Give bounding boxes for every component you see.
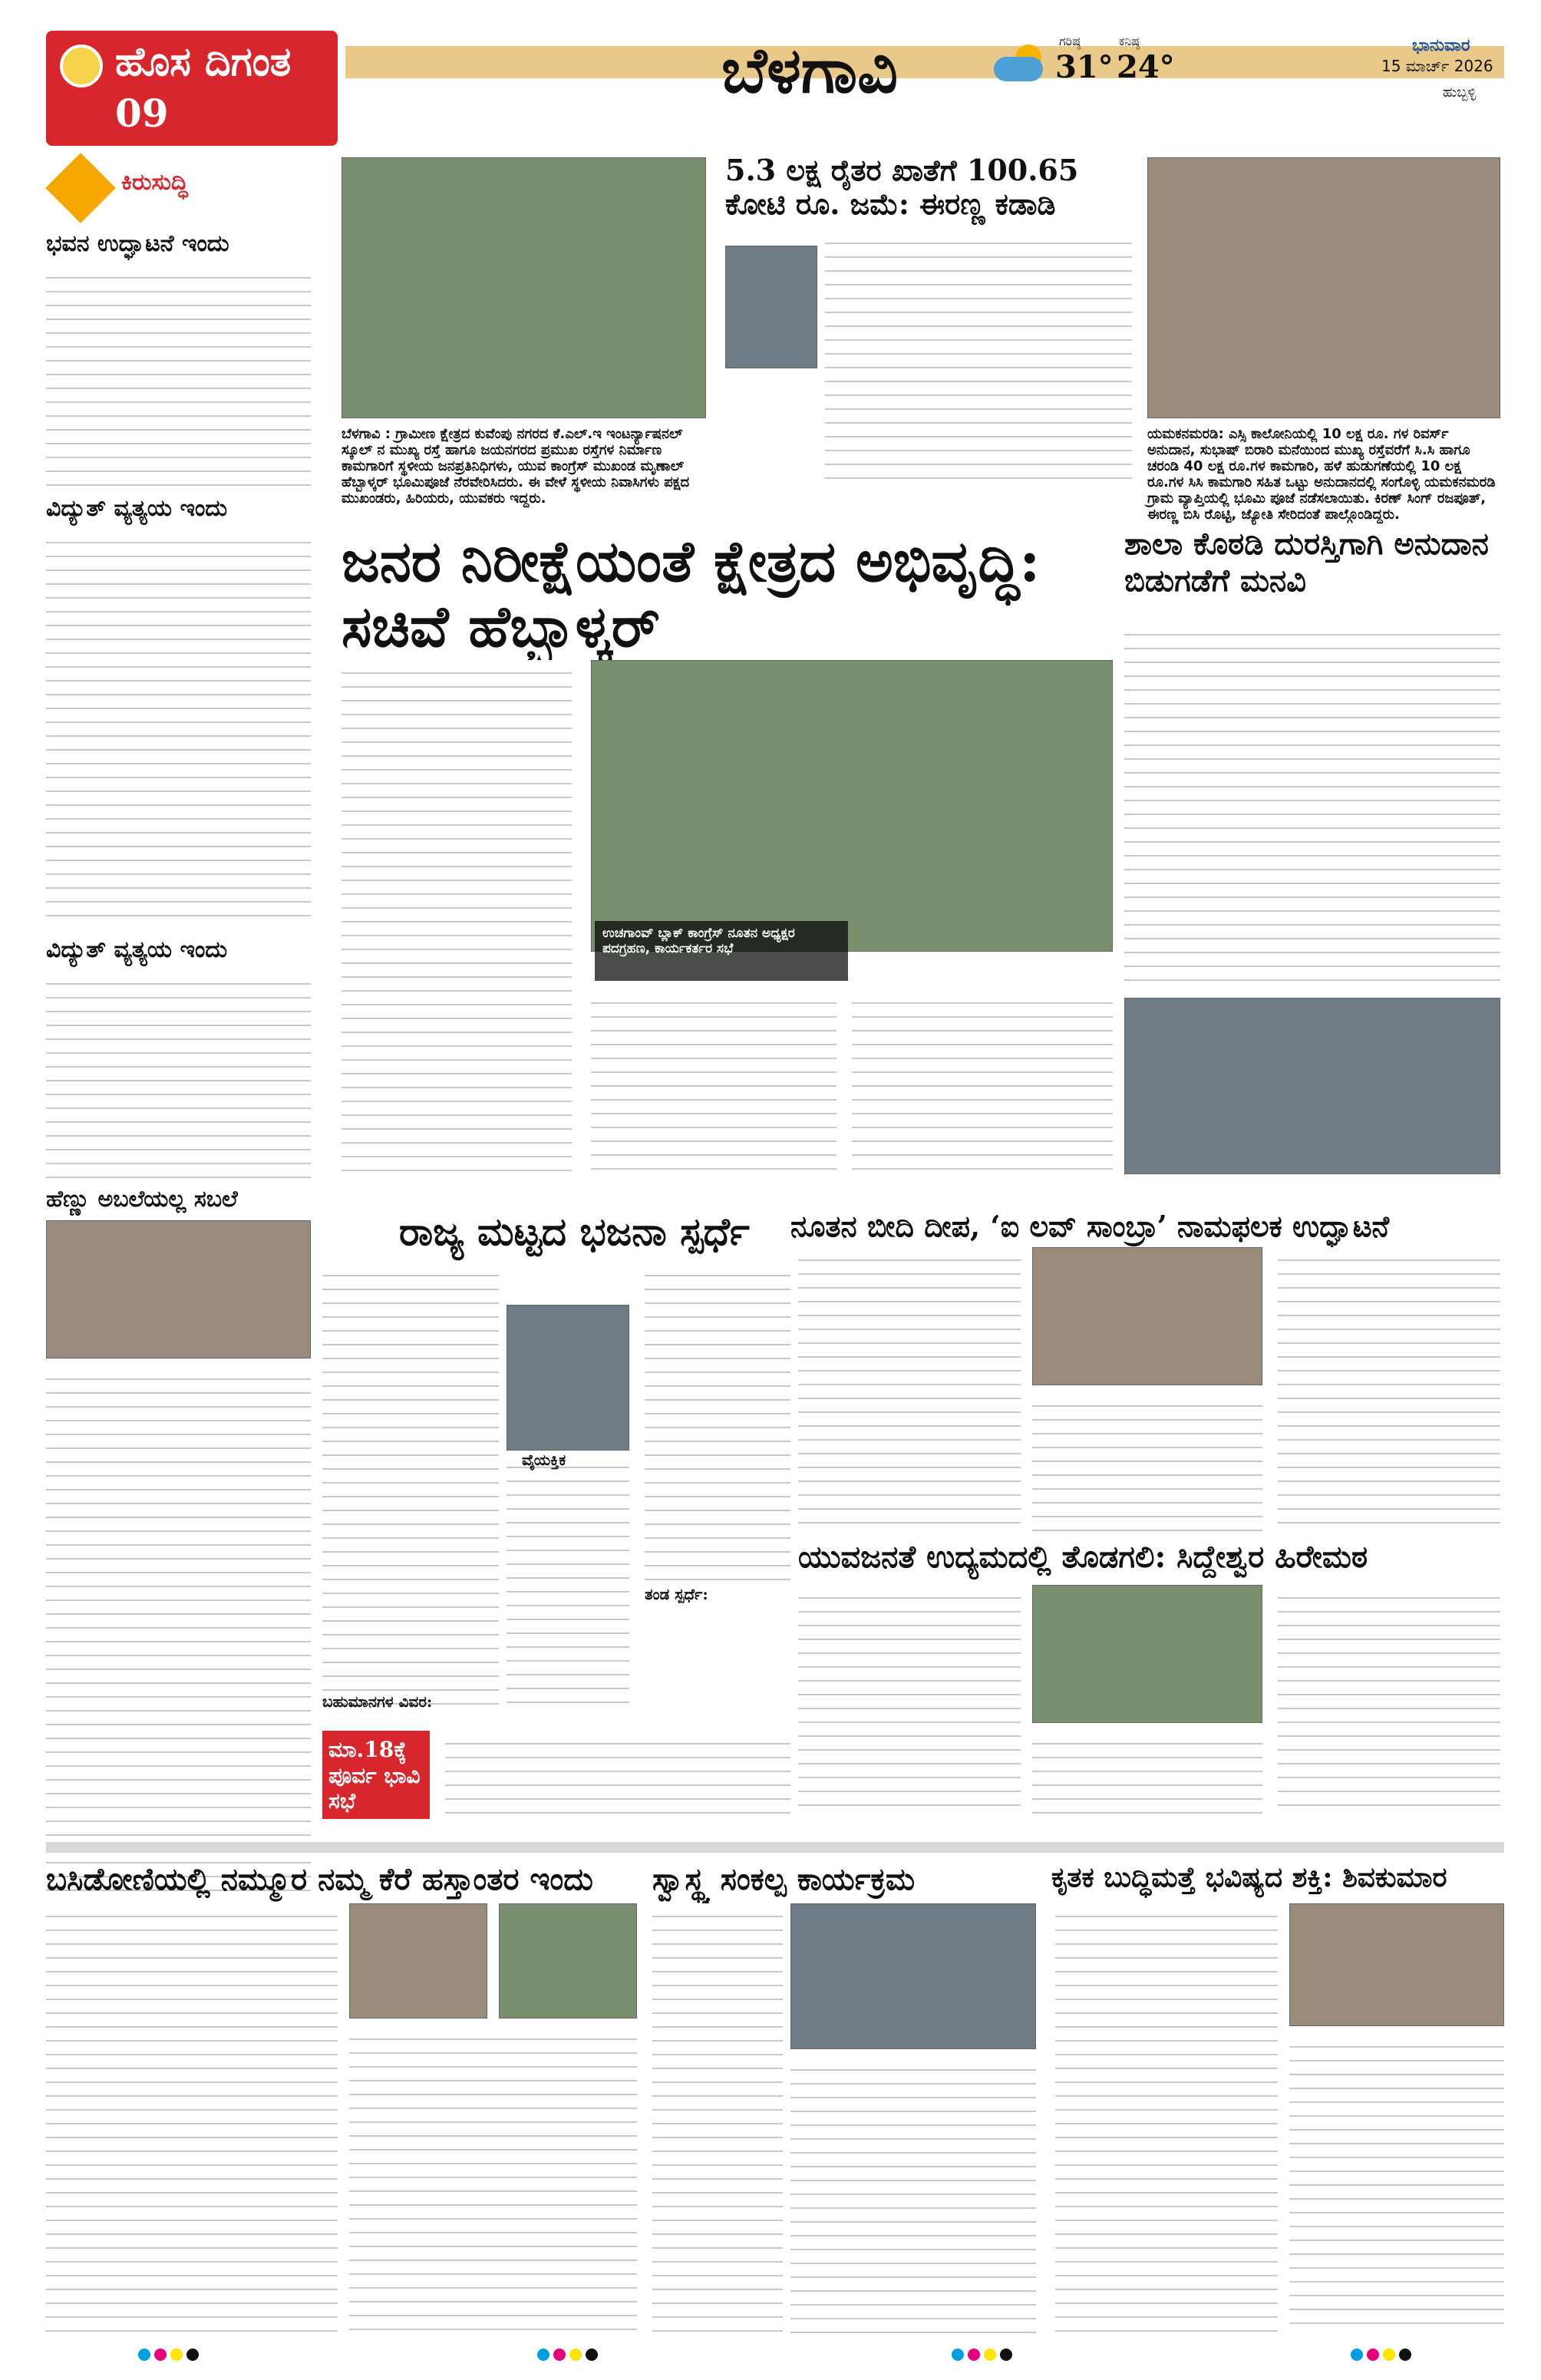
lead-body-col1 <box>342 660 572 1182</box>
registration-dots <box>1351 2349 1412 2364</box>
lead-photo-caption-box <box>595 921 848 981</box>
sidebar-item-photo <box>46 1220 311 1358</box>
logo-emblem-icon <box>60 45 103 87</box>
ai-body-col2 <box>1289 2034 1504 2333</box>
farmers-body <box>825 230 1132 491</box>
bhajan-result-label: ಬಹುಮಾನಗಳ ವಿವರ: <box>322 1692 433 1711</box>
streetlight-body-col2 <box>1032 1393 1262 1531</box>
sidebar-item-body <box>46 530 311 929</box>
youth-photo <box>1032 1585 1262 1723</box>
bhajan-body-col3 <box>645 1263 790 1585</box>
bhajan-portrait <box>507 1305 629 1451</box>
bhajan-team-label: ತಂಡ ಸ್ಪರ್ಧೆ: <box>645 1585 708 1603</box>
top-photo-caption: ಬೆಳಗಾವಿ : ಗ್ರಾಮೀಣ ಕ್ಷೇತ್ರದ ಕುವೆಂಪು ನಗರದ ಕೆ.ಎಲ್.ಇ ಇಂಟರ್ನ್ಯಾಷನಲ್ ಸ್ಕೂಲ್ ನ ಮುಖ್ಯ ರಸ್ತೆ ಹಾಗೂ ಜಯನಗರದ ಪ್ರಮುಖ ರಸ್ತೆಗಳ ನಿರ್ಮಾಣ ಕಾಮಗಾರಿಗೆ ಸ್ಥಳೀಯ ಜನಪ್ರತಿನಿಧಿಗಳು, ಯುವ ಕಾಂಗ್ರೆಸ್ ಮುಖಂಡ ಮೃಣಾಲ್ ಹೆಬ್ಬಾಳ್ಕರ್ ಭೂಮಿಪೂಜೆ ನೆರವೇರಿಸಿದರು. ಈ ವೇಳೆ ಸ್ಥಳೀಯ ನಿವಾಸಿಗಳು ಪಕ್ಷದ ಮುಖಂಡರು, ಹಿರಿಯರು, ಯುವಕರು ಇದ್ದರು. <box>342 426 690 507</box>
bhajan-individual-label: ವೈಯಕ್ತಿಕ <box>522 1451 566 1469</box>
streetlight-headline: ನೂತನ ಬೀದಿ ದೀಪ, ‘ಐ ಲವ್ ಸಾಂಬ್ರಾ’ ನಾಮಫಲಕ ಉದ್ಘಾಟನೆ <box>790 1209 1390 1243</box>
youth-body-col1 <box>798 1585 1021 1815</box>
top-right-caption: ಯಮಕನಮರಡಿ: ಎಸ್ಸಿ ಕಾಲೋನಿಯಲ್ಲಿ 10 ಲಕ್ಷ ರೂ. ಗಳ ರಿವರ್ಸ್ ಅನುದಾನ, ಸುಭಾಷ್ ಬಿರಾರಿ ಮನೆಯಿಂದ ಮುಖ್ಯ ರಸ್ತೆವರೆಗೆ ಸಿ.ಸಿ ಹಾಗೂ ಚರಂಡಿ 40 ಲಕ್ಷ ರೂ.ಗಳ ಕಾಮಗಾರಿ, ಹಳೆ ಹುಡುಗಣೆಯಲ್ಲಿ 10 ಲಕ್ಷ ರೂ.ಗಳ ಸಿಸಿ ಕಾಮಗಾರಿ ಸಹಿತ ಒಟ್ಟು ಅನುದಾನದಲ್ಲಿ ಸಂಗೊಳ್ಳಿ ಯಮಕನಮರಡಿ ಗ್ರಾಮ ವ್ಯಾಪ್ತಿಯಲ್ಲಿ ಭೂಮಿ ಪೂಜೆ ನಡೆಸಲಾಯಿತು. ಕಿರಣ್ ಸಿಂಗ್ ರಜಪೂತ್, ಈರಣ್ಣ ಬಿಸಿ ರೊಟ್ಟಿ, ಜ್ಯೋತಿ ಸೇರಿದಂತೆ ಪಾಲ್ಗೊಂಡಿದ್ದರು. <box>1147 426 1496 523</box>
registration-dots <box>138 2349 200 2364</box>
ai-body-col1 <box>1055 1903 1278 2333</box>
lake-body-col1 <box>46 1903 338 2333</box>
max-temp-label: ಗರಿಷ್ಠ <box>1059 34 1081 48</box>
lead-headline: ಜನರ ನಿರೀಕ್ಷೆಯಂತೆ ಕ್ಷೇತ್ರದ ಅಭಿವೃದ್ಧಿ: ಸಚಿವೆ ಹೆಬ್ಬಾಳ್ಕರ್ <box>342 529 1041 661</box>
sidebar-item-title: ಭವನ ಉದ್ಘಾಟನೆ ಇಂದು <box>46 230 229 257</box>
brand-logo-box <box>46 31 338 146</box>
lake-photo-1 <box>349 1903 487 2019</box>
day-label: ಭಾನುವಾರ <box>1412 35 1470 55</box>
brand-name: ಹೊಸ ದಿಗಂತ <box>115 38 292 85</box>
school-photo <box>1124 998 1500 1174</box>
sidebar-item-title: ವಿದ್ಯುತ್ ವ್ಯತ್ಯಯ ಇಂದು <box>46 495 228 522</box>
registration-dots <box>537 2349 599 2364</box>
top-photo <box>342 157 706 418</box>
sidebar-section-title: ಕಿರುಸುದ್ಧಿ <box>121 169 188 196</box>
promo-box <box>322 1731 430 1819</box>
sidebar-item-title: ಹೆಣ್ಣು ಅಬಲೆಯಲ್ಲ ಸಬಲೆ <box>46 1186 238 1213</box>
page-number: 09 <box>115 91 169 136</box>
bhajan-body-col2 <box>507 1454 629 1708</box>
min-temp-label: ಕನಿಷ್ಠ <box>1119 34 1140 48</box>
edition-name: ಬೆಳಗಾವಿ <box>721 34 899 107</box>
registration-dots <box>952 2349 1013 2364</box>
max-temp: 31° <box>1055 49 1114 85</box>
farmers-portrait <box>725 246 817 368</box>
lake-headline: ಬಸಿಡೋಣಿಯಲ್ಲಿ ನಮ್ಮೂರ ನಮ್ಮ ಕೆರೆ ಹಸ್ತಾಂತರ ಇಂದು <box>46 1861 593 1897</box>
masthead-strip <box>345 46 1504 78</box>
youth-body-col3 <box>1278 1585 1500 1815</box>
city-label: ಹುಬ್ಬಳ್ಳಿ <box>1443 84 1477 101</box>
farmers-headline: 5.3 ಲಕ್ಷ ರೈತರ ಖಾತೆಗೆ 100.65 ಕೋಟಿ ರೂ. ಜಮೆ: ಈರಣ್ಣ ಕಡಾಡಿ <box>725 153 1079 221</box>
lead-photo-caption: ಉಚಗಾಂವ್ ಬ್ಲಾಕ್ ಕಾಂಗ್ರೆಸ್ ನೂತನ ಅಧ್ಯಕ್ಷರ ಪದಗ್ರಹಣ, ಕಾರ್ಯಕರ್ತರ ಸಭೆ <box>602 926 795 957</box>
health-body-col2 <box>790 2057 1036 2333</box>
lead-body-col2 <box>591 990 836 1182</box>
sidebar-item-body <box>46 1366 311 1919</box>
school-body <box>1124 622 1500 990</box>
health-headline: ಸ್ವಾಸ್ಥ್ಯ ಸಂಕಲ್ಪ ಕಾರ್ಯಕ್ರಮ <box>652 1861 916 1897</box>
ai-photo <box>1289 1903 1504 2026</box>
youth-headline: ಯುವಜನತೆ ಉದ್ಯಮದಲ್ಲಿ ತೊಡಗಲಿ: ಸಿದ್ದೇಶ್ವರ ಹಿರೇಮಠ <box>798 1539 1368 1575</box>
sidebar-item-title: ವಿದ್ಯುತ್ ವ್ಯತ್ಯಯ ಇಂದು <box>46 936 228 963</box>
lead-body-col3 <box>852 990 1113 1182</box>
sidebar <box>46 153 315 1358</box>
streetlight-body-col3 <box>1278 1247 1500 1531</box>
lake-photo-2 <box>499 1903 637 2019</box>
masthead <box>46 31 1504 146</box>
school-headline: ಶಾಲಾ ಕೊಠಡಿ ದುರಸ್ತಿಗಾಗಿ ಅನುದಾನ ಬಿಡುಗಡೆಗೆ ಮನವಿ <box>1124 526 1489 599</box>
section-divider <box>46 1842 1504 1853</box>
health-photo <box>790 1903 1036 2049</box>
streetlight-photo <box>1032 1247 1262 1385</box>
date-label: 15 ಮಾರ್ಚ್ 2026 <box>1381 57 1493 75</box>
streetlight-body-col1 <box>798 1247 1021 1531</box>
bhajan-headline: ರಾಜ್ಯ ಮಟ್ಟದ ಭಜನಾ ಸ್ಪರ್ಧೆ <box>399 1209 750 1254</box>
youth-body-col2 <box>1032 1731 1262 1815</box>
lead-photo <box>591 660 1113 952</box>
kirusuddi-hand-icon <box>45 153 116 223</box>
ai-headline: ಕೃತಕ ಬುದ್ಧಿಮತ್ತೆ ಭವಿಷ್ಯದ ಶಕ್ತಿ: ಶಿವಕುಮಾರ <box>1051 1861 1447 1893</box>
min-temp: 24° <box>1117 49 1175 85</box>
promo-body <box>445 1731 790 1819</box>
lake-body-col2 <box>349 2026 637 2333</box>
promo-text: ಮಾ.18ಕ್ಕೆ ಪೂರ್ವ ಭಾವಿ ಸಭೆ <box>328 1737 421 1814</box>
weather-cloud-icon <box>994 45 1048 83</box>
sidebar-item-body <box>46 265 311 487</box>
bhajan-body-col1 <box>322 1263 499 1708</box>
sidebar-item-body <box>46 971 311 1178</box>
top-right-photo <box>1147 157 1500 418</box>
health-body-col1 <box>652 1903 783 2333</box>
